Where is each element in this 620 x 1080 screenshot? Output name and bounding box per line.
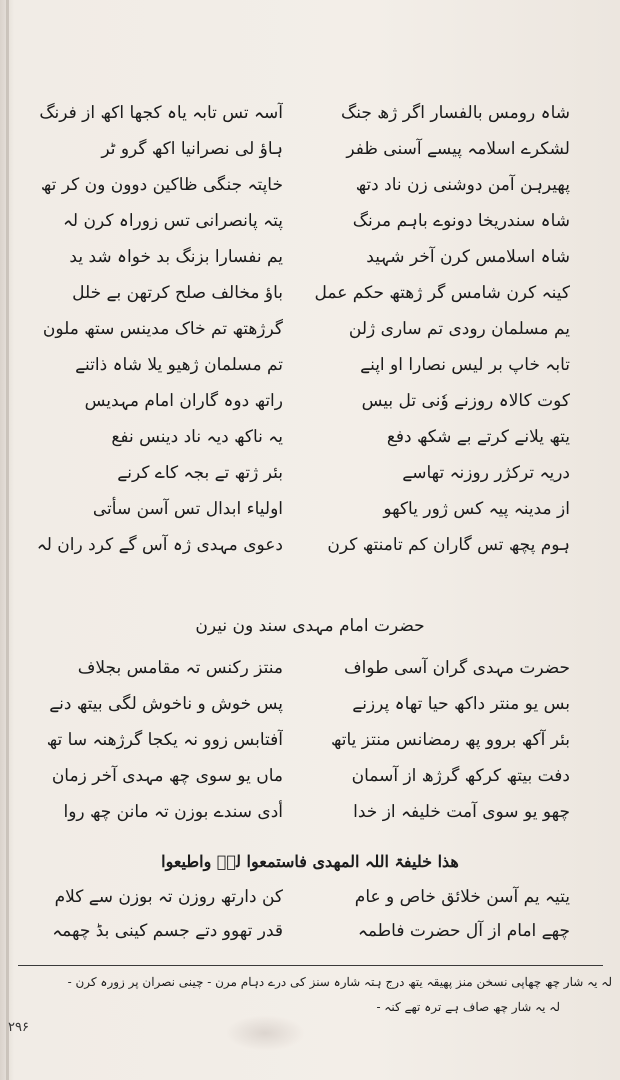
arabic-heading: ھذا خلیفۃ اللہ المھدی فاستمعوا لہٗ واطیعوا xyxy=(161,852,459,871)
footnote: لہ یہ شار چھ صاف ہے ترہ تھے کنہ - xyxy=(376,1000,560,1014)
page-gutter xyxy=(6,0,9,1080)
verse-line: خاپتہ جنگی ظاکین دوون ون کر تھ xyxy=(40,175,283,195)
verse-line: یہ ناکھ دیہ ناد دینس نفع xyxy=(111,427,283,447)
verse-line: یم نفسارا بزنگ بد خواہ شد ید xyxy=(69,247,283,267)
verse-line: بس یو منتر داکھ حیا تھاہ پرزنے xyxy=(352,694,570,714)
verse-line: راتھ دوہ گاران امام مہدیس xyxy=(84,391,283,411)
verse-line: دفت بیتھ کرکھ گرژھ از آسمان xyxy=(351,766,570,786)
verse-column-left-2 xyxy=(18,650,283,830)
verse-line: تابہ خاپ بر لیس نصارا او اپنے xyxy=(360,355,570,375)
verse-line: بئر ژتھ تے بجہ کاے کرنے xyxy=(117,463,283,483)
verse-line: لشکرے اسلامہ پیسے آسنی ظفر xyxy=(346,139,570,159)
verse-column-right-3 xyxy=(305,880,570,948)
verse-line: باؤ مخالف صلح کرتھن بے خلل xyxy=(72,283,283,303)
verse-line: منتز رکنس تہ مقامس بجلاف xyxy=(77,658,283,678)
verse-line: یتھ یلانے کرتے بے شکھ دفع xyxy=(386,427,570,447)
verse-line: پتہ پانصرانی تس زوراہ کرن لہ xyxy=(62,211,283,231)
verse-column-left xyxy=(18,95,283,563)
verse-column-right-2 xyxy=(305,650,570,830)
verse-line: بئر آکھ بروو پھ رمضانس منتز یاتھ xyxy=(331,730,570,750)
verse-line: یتیہ یم آسن خلائق خاص و عام xyxy=(354,887,570,907)
verse-line: آفتابس زوو نہ یکجا گرژھنہ سا تھ xyxy=(46,730,283,750)
verse-line: تم مسلمان ژھیو یلا شاہ ذاتنے xyxy=(75,355,283,375)
verse-line: دعوی مہدی ژہ آس گے کرد ران لہ xyxy=(36,535,283,555)
verse-line: قدر تھوو دتے جسم کینی بڈ چھمہ xyxy=(52,921,283,941)
verse-line: کن دارتھ روزن تہ بوزن سے کلام xyxy=(54,887,283,907)
verse-line: کینہ کرن شامس گر ژھتھ حکم عمل xyxy=(314,283,570,303)
verse-line: گرژھتھ تم خاک مدینس ستھ ملون xyxy=(42,319,283,339)
verse-line: کوت کالاہ روزنے وٗنی تل بیس xyxy=(361,391,570,411)
verse-line: ہوم پچھ تس گاران کم تامنتھ کرن xyxy=(327,535,570,555)
page-number: ۲۹۶ xyxy=(8,1020,29,1035)
verse-line: چھے امام از آل حضرت فاطمہ xyxy=(357,921,570,941)
verse-line: دریہ ترکژر روزنہ تھاسے xyxy=(402,463,570,483)
verse-line: شاہ رومس بالفسار اگر ژھ جنگ xyxy=(341,103,570,123)
verse-line: ہاؤ لی نصرانیا اکھ گرو ٹر xyxy=(101,139,283,159)
verse-column-left-3 xyxy=(18,880,283,948)
verse-line: اولیاء ابدال تس آسن سأتی xyxy=(92,499,283,519)
verse-line: از مدینہ پیہ کس ژور یاکھو xyxy=(383,499,570,519)
verse-line: یم مسلمان رودی تم ساری ژلن xyxy=(348,319,570,339)
verse-line: حضرت مہدی گران آسی طواف xyxy=(343,658,570,678)
verse-line: پھیرہن آمن دوشنی زن ناد دتھ xyxy=(355,175,570,195)
verse-line: أدی سندے بوزن تہ مانن چھ روا xyxy=(63,802,283,822)
verse-line: ماں یو سوی چھ مہدی آخر زمان xyxy=(51,766,283,786)
verse-line: شاہ اسلامس کرن آخر شہید xyxy=(366,247,570,267)
footnote-divider xyxy=(18,965,603,966)
footnote: لہ یہ شار چھ چھاپی نسخن منز پھیقہ یتھ درج ہتہ شارہ سنز کی درے دہام مرن - چینی نصران پر زورہ کرن - xyxy=(67,975,612,989)
verse-line: آسہ تس تابہ یاہ کجھا اکھ از فرنگ xyxy=(39,103,283,123)
verse-line: چھو یو سوی آمت خلیفہ از خدا xyxy=(353,802,570,822)
section-heading: حضرت امام مہدی سند ون نیرن xyxy=(195,616,425,636)
verse-column-right xyxy=(305,95,570,563)
verse-line: شاہ سندریخا دونوے باہم مرنگ xyxy=(352,211,570,231)
verse-line: پس خوش و ناخوش لگی بیتھ دنے xyxy=(49,694,283,714)
library-stamp xyxy=(225,1015,305,1051)
